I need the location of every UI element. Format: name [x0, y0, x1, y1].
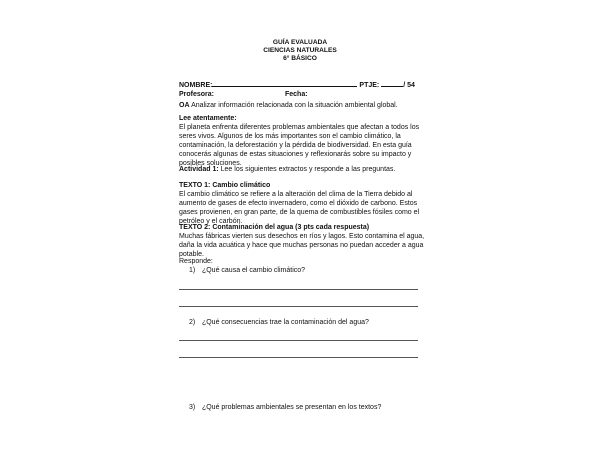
activity-label: Actividad 1: — [179, 166, 219, 173]
question-2-text: ¿Qué consecuencias trae la contaminación del agua? — [201, 319, 369, 326]
objective-row — [179, 101, 398, 110]
text2-title: TEXTO 2: Contaminación del agua (3 pts cada respuesta) — [179, 224, 370, 231]
activity-text: Lee los siguientes extractos y responde a las preguntas. — [220, 166, 396, 173]
score-label: PTJE: — [359, 82, 380, 89]
name-field[interactable] — [212, 79, 357, 87]
question-3 — [189, 403, 381, 412]
text1-body: El cambio climático se refiere a la alteración del clima de la Tierra debido al aumento de gases de efecto invernadero, como el dióxido de carbono. Estos gases provienen, en gran parte, de la quema de combustibles fósiles como el petróleo y el carbón. — [179, 191, 420, 225]
answer-line-2a[interactable] — [179, 340, 418, 341]
question-1 — [189, 266, 305, 275]
oa-label: OA — [179, 102, 190, 109]
answer-line-1b[interactable] — [179, 306, 418, 307]
guide-title: GUÍA EVALUADA — [272, 39, 328, 46]
question-3-number: 3) — [189, 404, 196, 411]
name-score-row — [179, 79, 415, 90]
worksheet-header — [0, 39, 600, 63]
teacher-label: Profesora: — [179, 91, 215, 98]
grade-title: 6° BÁSICO — [283, 55, 317, 62]
question-3-text: ¿Qué problemas ambientales se presentan en los textos? — [201, 404, 382, 411]
text2-body: Muchas fábricas vierten sus desechos en ríos y lagos. Esto contamina el agua, daña la vida acuática y hace que muchas personas no puedan acceder a agua potable. — [179, 233, 425, 258]
name-label: NOMBRE: — [179, 82, 213, 89]
subject-title: CIENCIAS NATURALES — [263, 47, 337, 54]
oa-text: Analizar información relacionada con la situación ambiental global. — [191, 102, 398, 109]
intro-title: Lee atentamente: — [179, 115, 237, 122]
question-1-text: ¿Qué causa el cambio climático? — [201, 267, 306, 274]
answer-line-1a[interactable] — [179, 289, 418, 290]
activity-row — [179, 165, 395, 174]
answer-line-2b[interactable] — [179, 357, 418, 358]
score-field[interactable] — [381, 79, 403, 87]
text1-title: TEXTO 1: Cambio climático — [179, 182, 271, 189]
respond-label: Responde: — [179, 258, 213, 265]
question-2 — [189, 318, 369, 327]
score-total: / 54 — [403, 82, 415, 89]
question-1-number: 1) — [189, 267, 196, 274]
date-label: Fecha: — [285, 91, 308, 98]
question-2-number: 2) — [189, 319, 196, 326]
intro-text: El planeta enfrenta diferentes problemas ambientales que afectan a todos los seres vivos. Algunos de los más importantes son el cambio climático, la contaminación, la deforestación y la pérdida de biodiversidad. En esta guía conocerás algunas de estas situaciones y reflexionarás sobre su impacto y posibles soluciones. — [179, 124, 420, 167]
